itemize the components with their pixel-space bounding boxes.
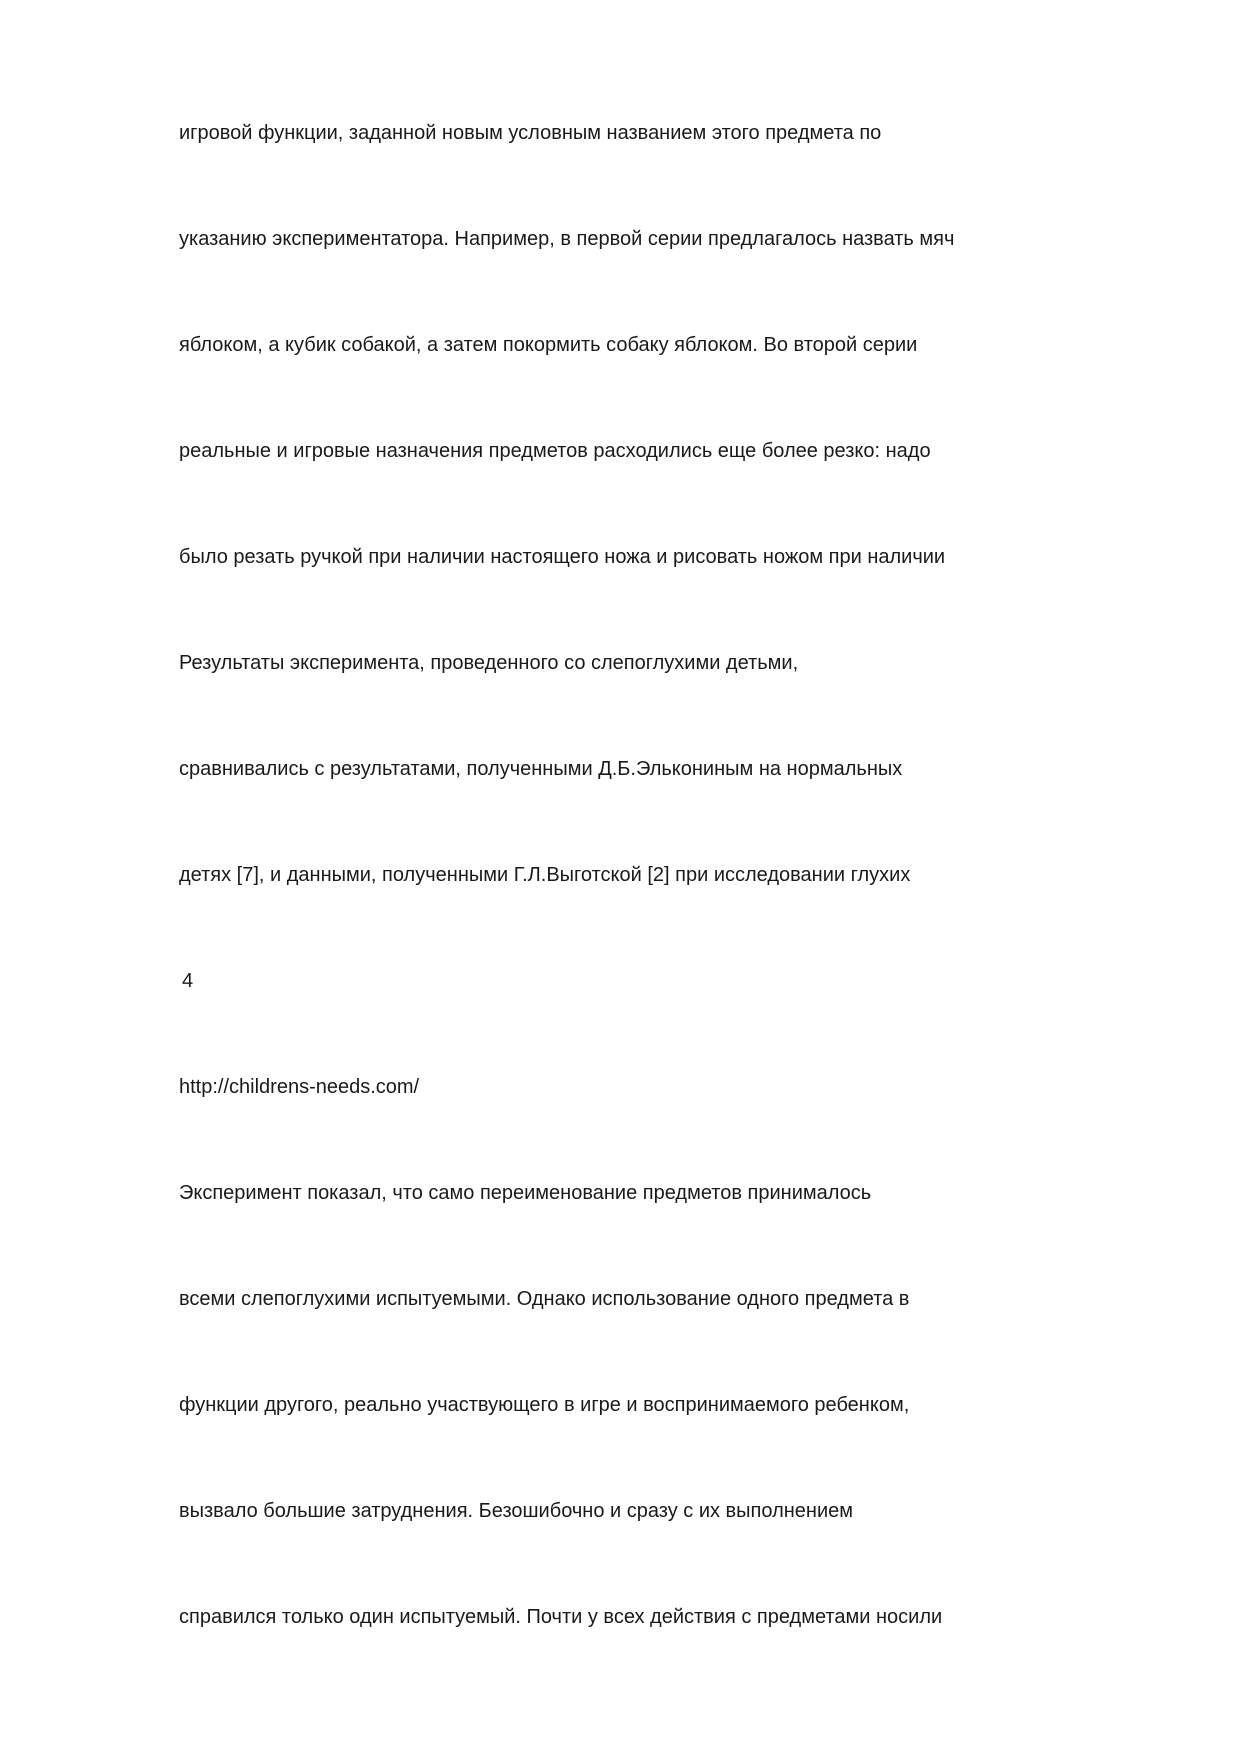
text-line: яблоком, а кубик собакой, а затем покормить собаку яблоком. Во второй серии	[179, 334, 918, 356]
text-line: всеми слепоглухими испытуемыми. Однако использование одного предмета в	[179, 1288, 910, 1310]
text-line: указанию экспериментатора. Например, в первой серии предлагалось назвать мяч	[179, 228, 955, 250]
text-line: было резать ручкой при наличии настоящего ножа и рисовать ножом при наличии	[179, 546, 946, 568]
text-line: игровой функции, заданной новым условным названием этого предмета по	[179, 122, 882, 144]
text-line: вызвало большие затруднения. Безошибочно и сразу с их выполнением	[179, 1500, 853, 1522]
text-line: реальные и игровые назначения предметов расходились еще более резко: надо	[179, 440, 931, 462]
text-line: функции другого, реально участвующего в игре и воспринимаемого ребенком,	[179, 1394, 910, 1416]
text-line: сравнивались с результатами, полученными Д.Б.Элькониным на нормальных	[179, 758, 903, 780]
text-line: Эксперимент показал, что само переименование предметов принималось	[179, 1182, 872, 1204]
text-line: детях [7], и данными, полученными Г.Л.Выготской [2] при исследовании глухих	[179, 864, 911, 886]
text-line: Результаты эксперимента, проведенного со слепоглухими детьми,	[179, 652, 799, 674]
source-url: http://childrens-needs.com/	[179, 1076, 420, 1098]
text-line: справился только один испытуемый. Почти у всех действия с предметами носили	[179, 1606, 943, 1628]
page-number: 4	[182, 970, 194, 992]
